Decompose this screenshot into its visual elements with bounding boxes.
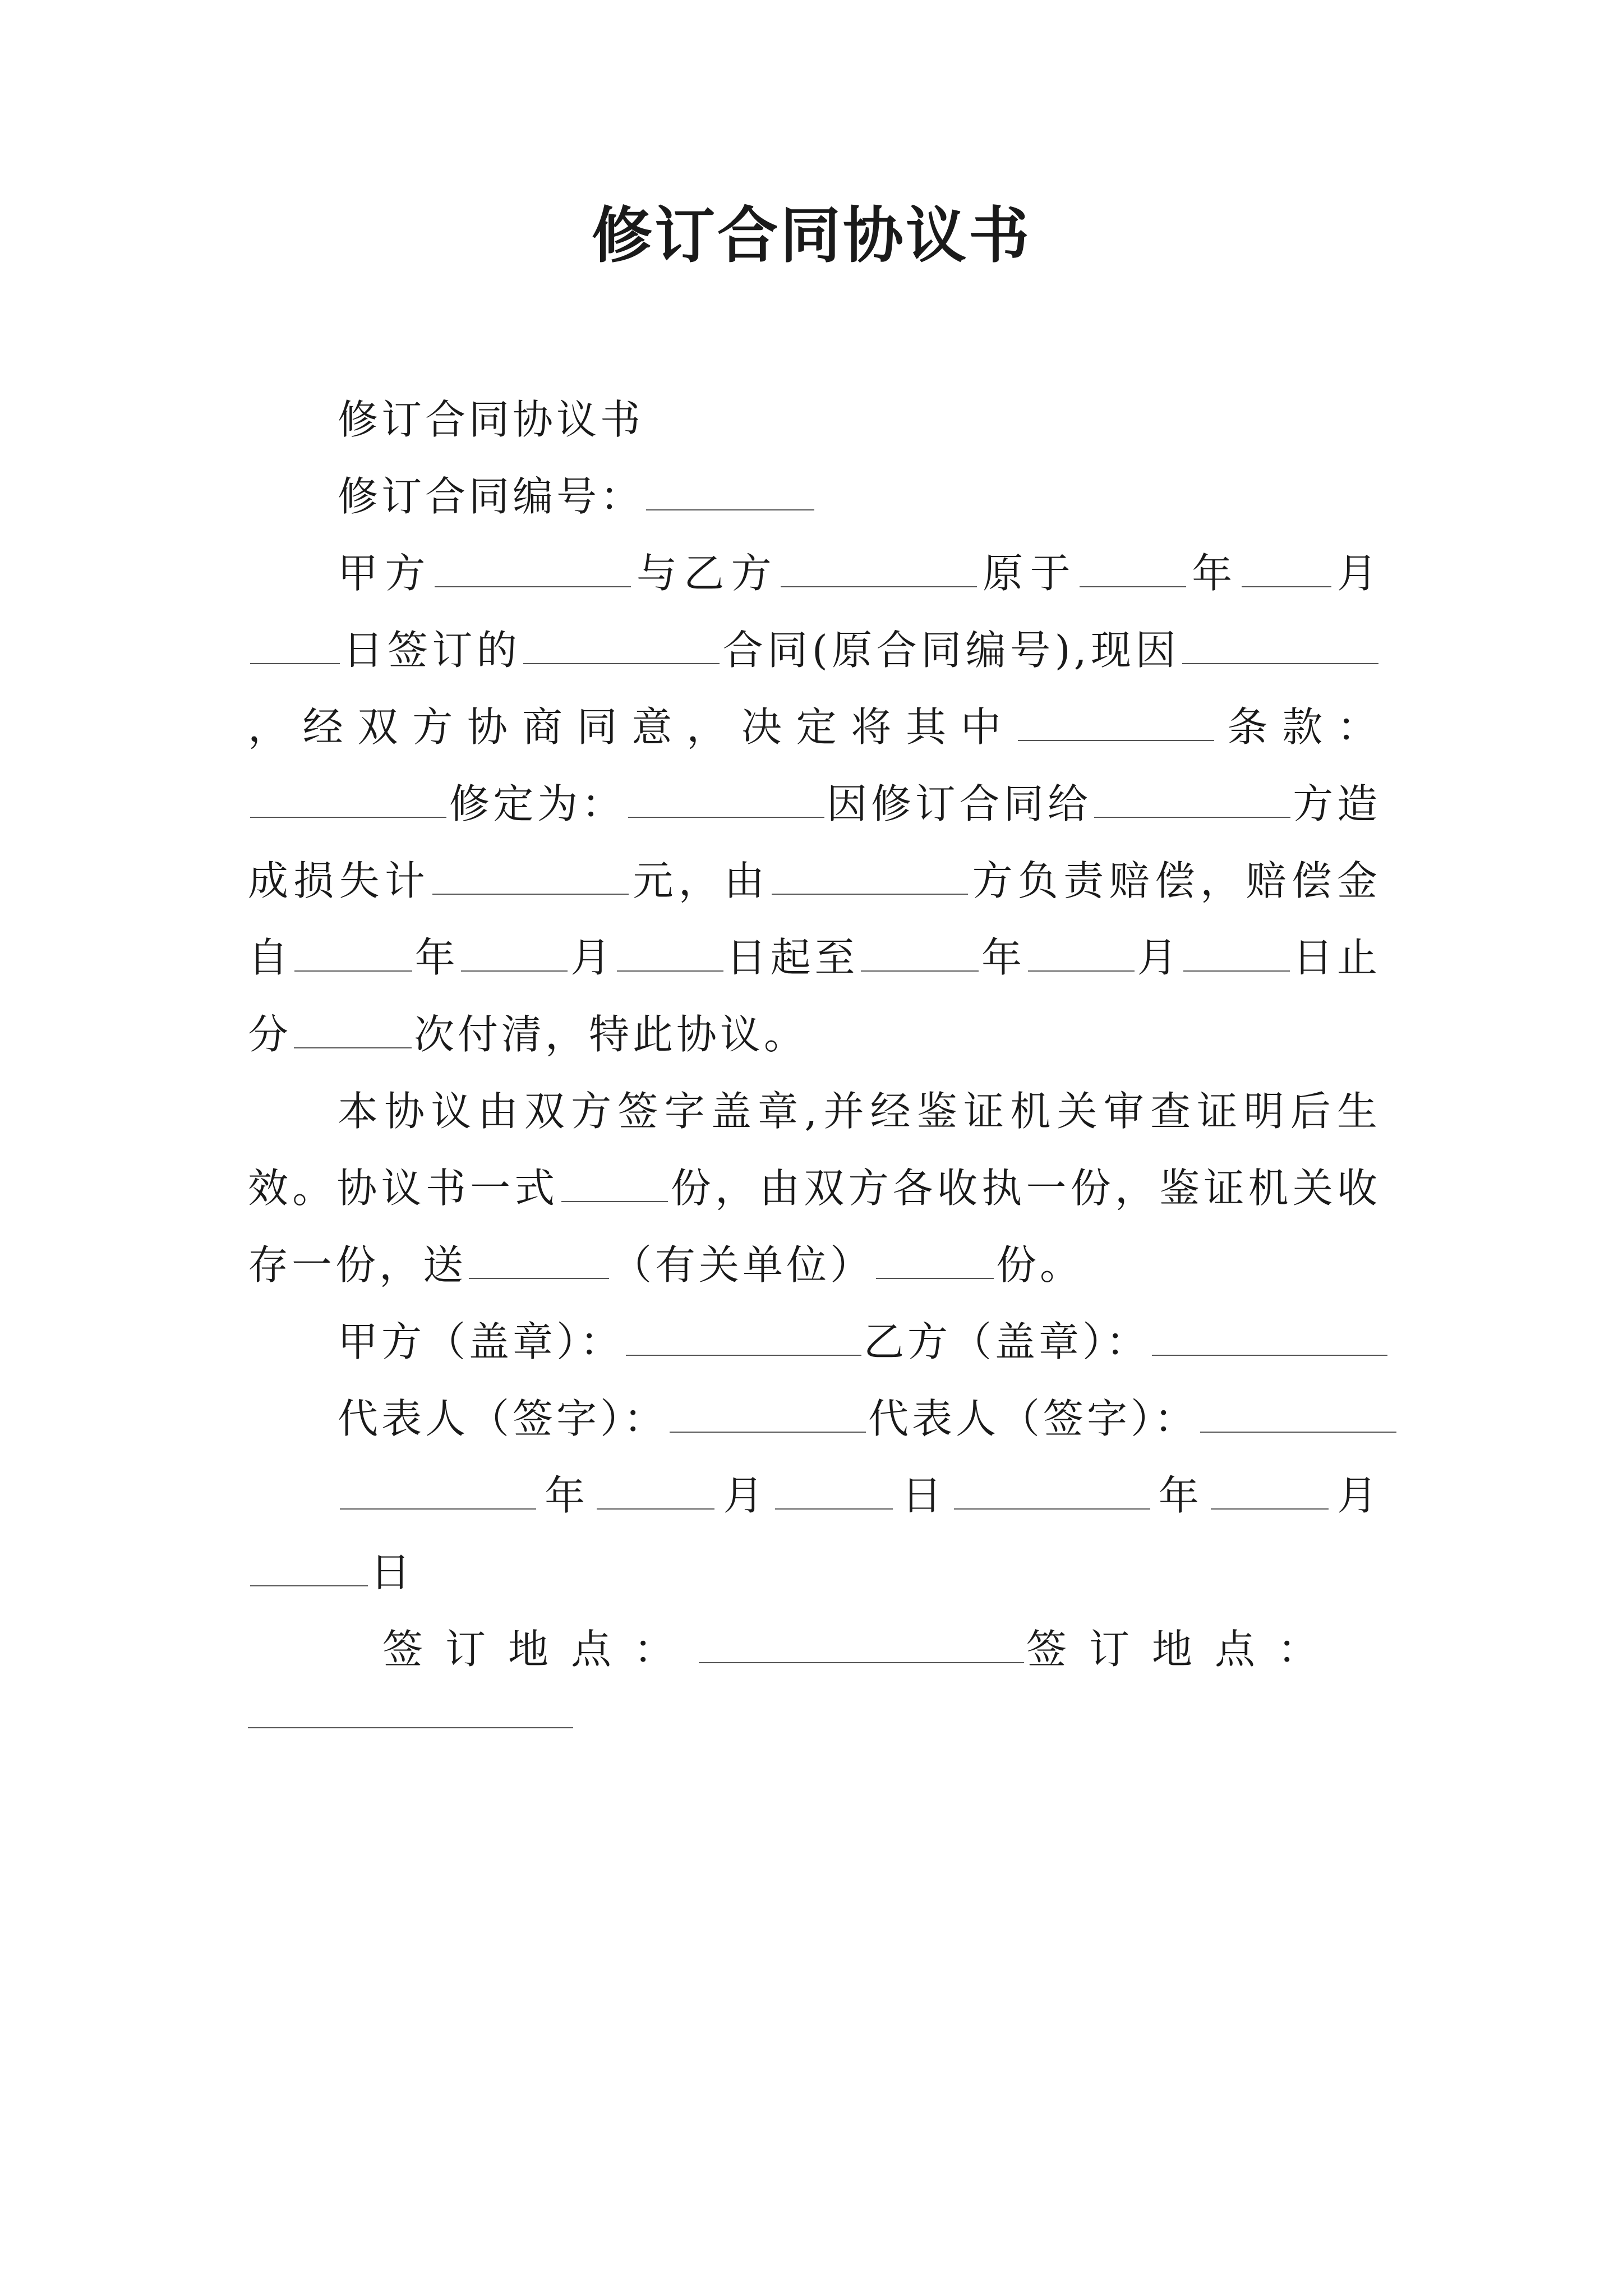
- blank-installments: [294, 1014, 412, 1048]
- party-a-place-label: 签订地点：: [382, 1626, 697, 1673]
- party-b-rep-blank: [1200, 1398, 1396, 1433]
- text-copies-end: 份。: [996, 1241, 1084, 1289]
- party-b-place-label: 签订地点：: [1026, 1626, 1341, 1673]
- text-until: 日起至: [725, 934, 859, 981]
- text-installments: 日止分: [248, 934, 1381, 1058]
- seal-row: [248, 1304, 1381, 1381]
- text-related-unit: （有关单位）: [611, 1241, 874, 1289]
- party-b-place-blank: [248, 1705, 573, 1728]
- paragraph-effective: [248, 1073, 1381, 1304]
- party-b-seal-label: 乙方（盖章）：: [864, 1318, 1150, 1365]
- text-originally: 原于: [979, 550, 1077, 597]
- text-signed: 日签订的: [342, 627, 522, 674]
- text-paid-off: 次付清，特此协议。: [414, 1011, 808, 1058]
- party-a-day-blank: [775, 1475, 893, 1510]
- blank-year: [1080, 553, 1186, 587]
- text-effective: 本协议由双方签字盖章,并经鉴证机关审查证明后生效。协议书一式: [248, 1088, 1381, 1212]
- blank-clause-content: [250, 783, 446, 818]
- blank-party-b: [781, 553, 977, 587]
- blank-start-month: [461, 937, 568, 972]
- party-a-year-blank: [340, 1475, 536, 1510]
- blank-copies: [561, 1167, 668, 1202]
- text-party-a: 甲方: [338, 550, 432, 597]
- text-agreement: ，经双方协商同意，决定将其中: [248, 703, 1016, 751]
- party-b-seal-blank: [1152, 1321, 1387, 1356]
- text-end-year: 年: [981, 934, 1026, 981]
- text-contract-reason: 合同(原合同编号),现因: [722, 627, 1180, 674]
- blank-reason: [1182, 629, 1378, 664]
- text-year: 年: [1188, 550, 1239, 597]
- document-title: 修订合同协议书: [591, 200, 1031, 271]
- date-row: [248, 1457, 1381, 1611]
- contract-number-line: [248, 458, 1381, 535]
- blank-contract-name: [523, 629, 720, 664]
- party-b-month-blank: [1211, 1475, 1329, 1510]
- blank-damaged-party: [1094, 783, 1290, 818]
- text-due-to-revision: 因修订合同给: [826, 780, 1092, 827]
- blank-unit-copies: [876, 1244, 994, 1279]
- party-a-day-label: 日: [895, 1472, 952, 1519]
- party-b-year-label: 年: [1152, 1472, 1209, 1519]
- blank-end-year: [861, 937, 979, 972]
- signing-place-row: [248, 1611, 1381, 1688]
- representative-row: [248, 1381, 1381, 1457]
- paragraph-agreement: [248, 535, 1381, 1073]
- blank-end-month: [1028, 937, 1135, 972]
- text-revise-to: 修定为：: [449, 780, 626, 827]
- text-start-year: 年: [414, 934, 459, 981]
- text-clause: 条款：: [1216, 703, 1381, 751]
- blank-amount: [432, 860, 629, 895]
- blank-start-day: [617, 937, 723, 972]
- blank-day: [250, 629, 340, 664]
- text-with-party-b: 与乙方: [633, 550, 778, 597]
- party-a-rep-blank: [670, 1398, 866, 1433]
- party-a-month-blank: [597, 1475, 714, 1510]
- contract-number-label: 修订合同编号：: [338, 473, 644, 520]
- text-compensation: 方负责赔偿，赔偿金自: [248, 857, 1381, 981]
- blank-send-to: [469, 1244, 609, 1279]
- text-month: 月: [1333, 550, 1381, 597]
- party-a-place-blank: [699, 1628, 1024, 1663]
- text-copies-held: 份，由双方各收执一份，鉴证机关收存一份，送: [248, 1165, 1381, 1289]
- party-a-rep-label: 代表人（签字）：: [338, 1395, 668, 1442]
- paragraph-heading: 修订合同协议书: [338, 396, 644, 443]
- document-body: [248, 381, 1381, 1728]
- blank-end-day: [1183, 937, 1290, 972]
- text-start-month: 月: [570, 934, 615, 981]
- text-end-month: 月: [1136, 934, 1182, 981]
- party-b-month-label: 月: [1330, 1472, 1381, 1519]
- blank-revised-content: [628, 783, 824, 818]
- party-a-month-label: 月: [717, 1472, 773, 1519]
- blank-party-a: [435, 553, 631, 587]
- blank-start-year: [294, 937, 412, 972]
- party-b-rep-label: 代表人（签字）：: [868, 1395, 1198, 1442]
- party-a-year-label: 年: [538, 1472, 595, 1519]
- contract-number-blank: [646, 476, 814, 510]
- text-loss: 方造成损失计: [248, 780, 1381, 904]
- blank-month: [1242, 553, 1331, 587]
- blank-clause: [1018, 706, 1214, 741]
- party-a-seal-label: 甲方（盖章）：: [338, 1318, 624, 1365]
- party-b-day-label: 日: [370, 1549, 414, 1596]
- blank-responsible-party: [772, 860, 968, 895]
- party-b-day-blank: [250, 1552, 368, 1586]
- party-a-seal-blank: [626, 1321, 861, 1356]
- text-yuan: 元，由: [631, 857, 770, 904]
- party-b-year-blank: [954, 1475, 1150, 1510]
